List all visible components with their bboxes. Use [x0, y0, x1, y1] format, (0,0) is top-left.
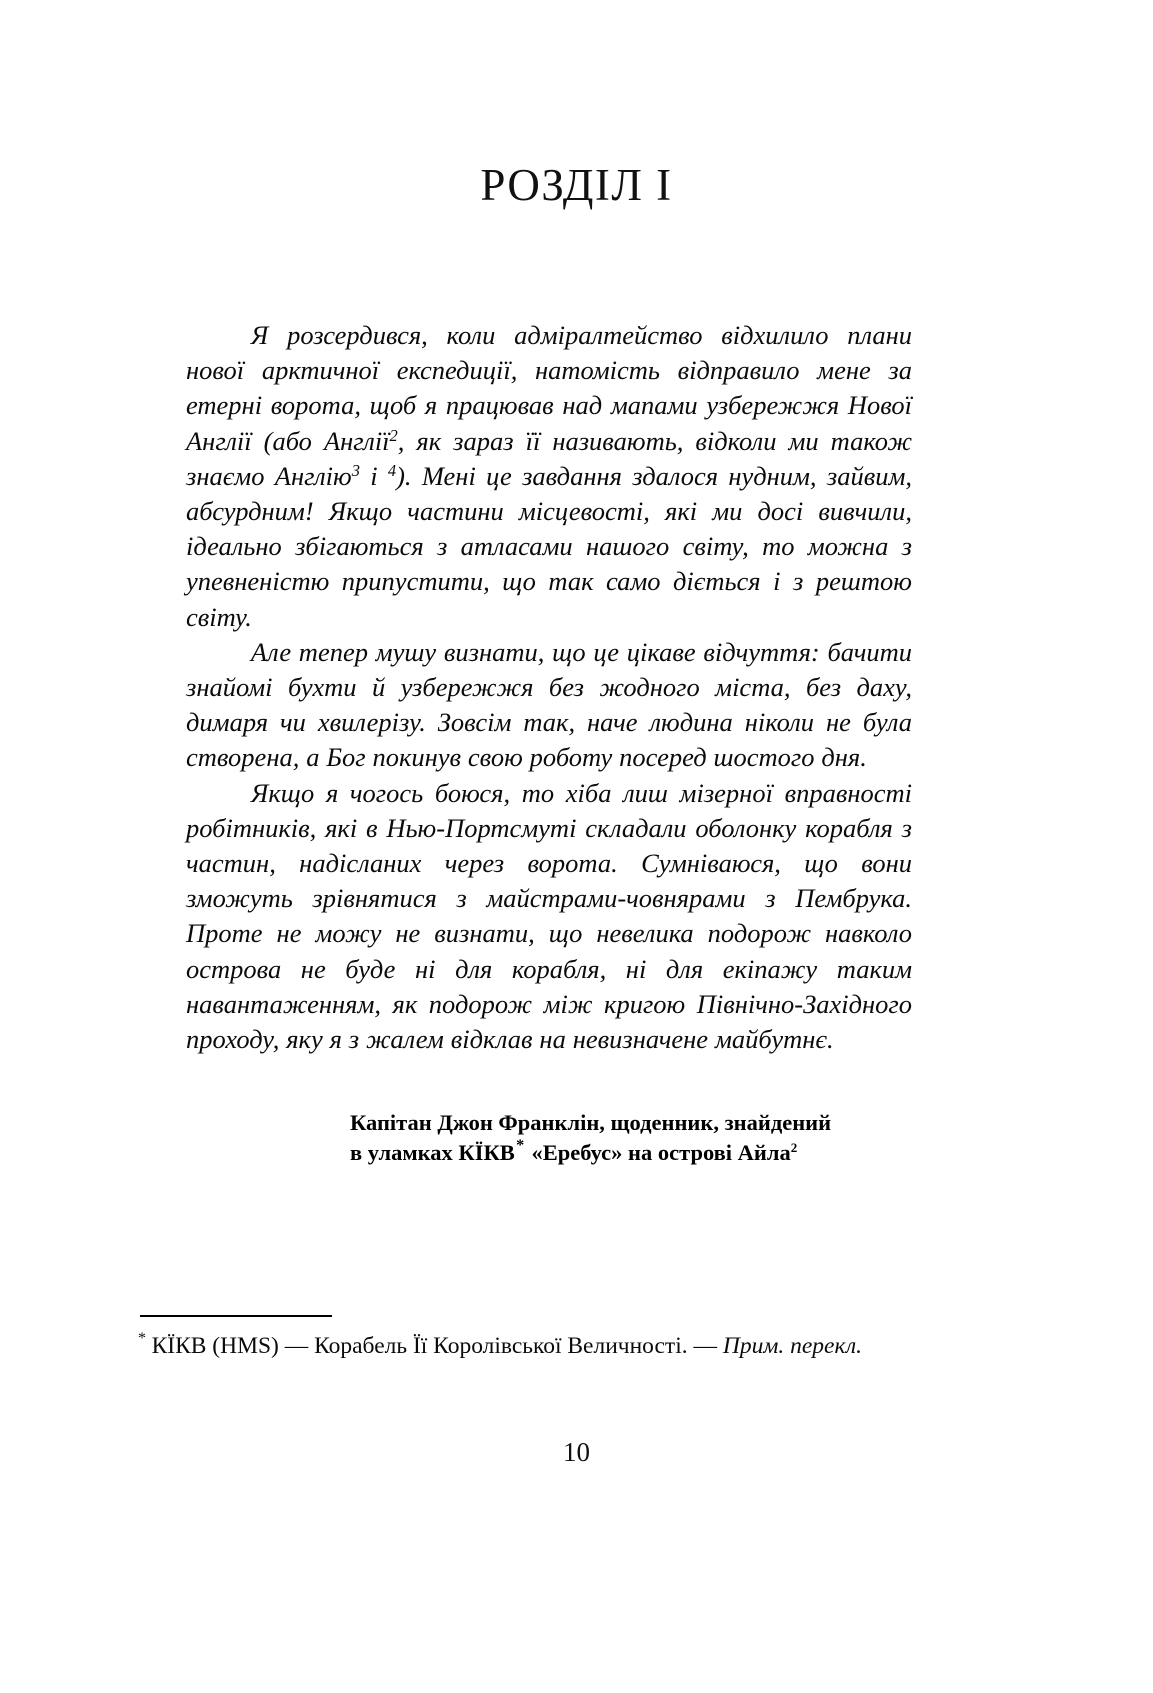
quote-attribution: [350, 1108, 930, 1168]
body-paragraph-1: Я розсердився, коли адміралтейство відхилило плани нової арктичної експедиції, натомість відправило мене за етерні ворота, щоб я працював над мапами узбережжя Нової Англії (або Англії$^2$, як зараз її називають, відколи ми також знаємо Англію$^3$ і $^4$). Мені це завдання здалося нудним, зайвим, абсурдним! Якщо частини місцевості, які ми досі вивчили, ідеально збігаються з атласами нашого світу, то можна з упевненістю припустити, що так само діється і з рештою світу.: [186, 320, 912, 632]
attribution-endnote-number: 2: [790, 1139, 798, 1155]
footnote-text-italic: Прим. перекл.: [722, 1333, 863, 1359]
endnote-reference: 4: [387, 460, 397, 480]
attribution-line-1: Капітан Джон Франклін, щоденник, знайдений: [350, 1110, 832, 1135]
body-paragraph-2: Але тепер мушу визнати, що це цікаве відчуття: бачити знайомі бухти й узбережжя без жодного міста, без даху, димаря чи хвилерізу. Зовсім так, наче людина ніколи не була створена, а Бог покинув свою роботу посеред шостого дня.: [186, 636, 912, 773]
footnote-star-marker: *: [516, 1135, 525, 1154]
body-text-column: [186, 318, 912, 1057]
footnote: [138, 1330, 968, 1362]
attribution-ship-prefix: в уламках КЇКВ: [350, 1140, 515, 1165]
footnote-text-roman: КЇКВ (HMS) — Корабель Її Королівської Величності. —: [151, 1333, 723, 1359]
footnote-separator-rule: [140, 1315, 332, 1317]
page-number: 10: [563, 1437, 590, 1467]
endnote-reference: 2: [389, 425, 398, 445]
attribution-line-2: [350, 1135, 930, 1168]
attribution-ship-name: «Еребус» на острові Айла: [531, 1140, 791, 1165]
footnote-marker: *: [138, 1330, 146, 1348]
body-paragraph-3: Якщо я чогось боюся, то хіба лиш мізерної вправності робітників, які в Нью-Портсмуті складали оболонку корабля з частин, надісланих через ворота. Сумніваюся, що вони зможуть зрівнятися з майстрами-човнярами з Пембрука. Проте не можу не визнати, що невелика подорож навколо острова не буде ні для корабля, ні для екіпажу таким навантаженням, як подорож між кригою Північно-Західного проходу, яку я з жалем відклав на невизначене майбутнє.: [186, 777, 912, 1055]
chapter-heading: РОЗДІЛ I: [480, 160, 673, 211]
endnote-reference: 3: [351, 460, 360, 480]
